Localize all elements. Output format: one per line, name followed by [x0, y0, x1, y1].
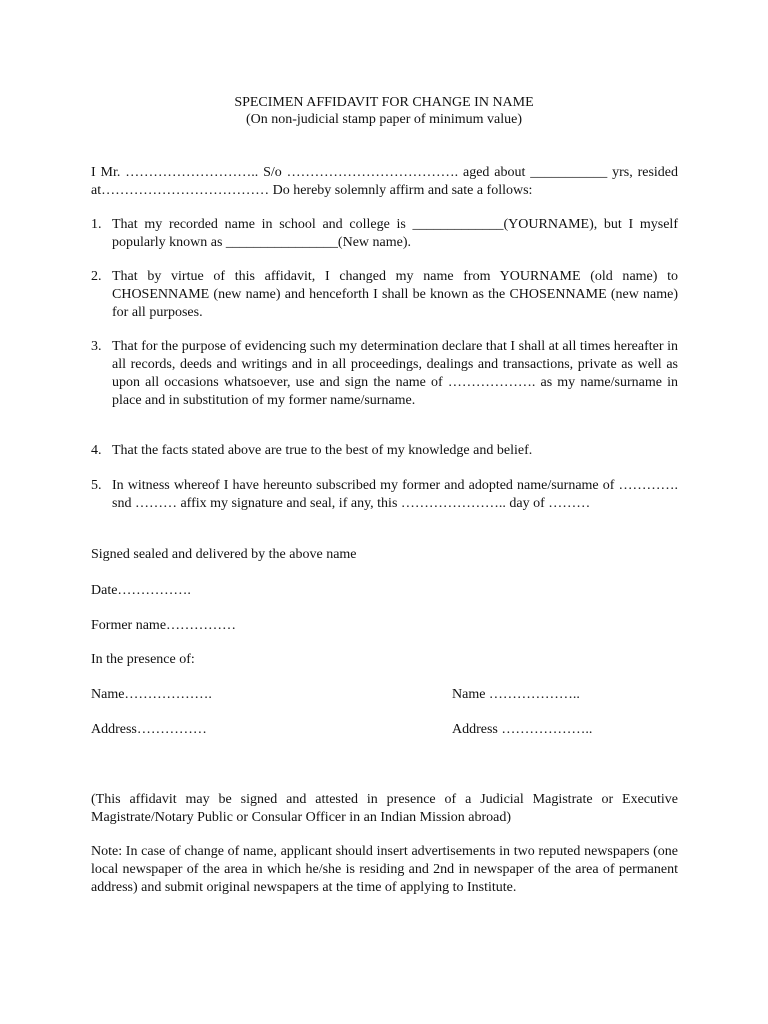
clause-number: 5. — [91, 478, 102, 493]
presence-line: In the presence of: — [91, 652, 195, 667]
clause-text: That the facts stated above are true to the best of my knowledge and belief. — [112, 443, 533, 458]
witness-1-name: Name………………. — [91, 687, 212, 702]
witness-2-name: Name ……………….. — [452, 687, 580, 702]
clause-text: That by virtue of this affidavit, I changed my name from YOURNAME (old name) to CHOSENNAME (new name) and henceforth I shall be known as the CHOSENNAME (new name) for all purposes. — [112, 269, 678, 320]
clause-text: That for the purpose of evidencing such my determination declare that I shall at all times hereafter in all records, deeds and writings and in all proceedings, dealings and transactions, private as well as upon all occasions whatsoever, use and sign the name of ………………. as my name/surname in place and in substitution of my former name/surname. — [112, 339, 678, 408]
clause-2 — [91, 268, 678, 322]
clause-3 — [91, 338, 678, 410]
clause-number: 4. — [91, 443, 102, 458]
newspaper-note: Note: In case of change of name, applicant should insert advertisements in two reputed newspapers (one local newspaper of the area in which he/she is residing and 2nd in newspaper of the area of permanent address) and submit original newspapers at the time of applying to Institute. — [91, 844, 678, 895]
signed-statement: Signed sealed and delivered by the above name — [91, 547, 357, 562]
date-line: Date……………. — [91, 583, 191, 598]
witness-2-address: Address ……………….. — [452, 722, 593, 737]
clause-1 — [91, 216, 678, 252]
clause-5 — [91, 477, 678, 513]
clause-number: 3. — [91, 339, 102, 354]
clause-number: 2. — [91, 269, 102, 284]
attestation-note: (This affidavit may be signed and attested in presence of a Judicial Magistrate or Executive Magistrate/Notary Public or Consular Officer in an Indian Mission abroad) — [91, 792, 678, 825]
clause-number: 1. — [91, 217, 102, 232]
former-name-line: Former name…………… — [91, 618, 237, 633]
clause-4 — [91, 442, 678, 460]
document-subtitle: (On non-judicial stamp paper of minimum value) — [245, 112, 523, 127]
clause-text: That my recorded name in school and college is _____________(YOURNAME), but I myself popularly known as ________________(New name). — [112, 217, 678, 250]
clause-text: In witness whereof I have hereunto subscribed my former and adopted name/surname of …………. snd ……… affix my signature and seal, if any, this ………………….. day of ……… — [112, 478, 678, 511]
document-title: SPECIMEN AFFIDAVIT FOR CHANGE IN NAME — [234, 95, 534, 110]
intro-paragraph: I Mr. ……………………….. S/o ………………………………. aged about ___________ yrs, resided at……………………………… Do hereby solemnly affirm and sate a follows: — [91, 165, 678, 198]
witness-1-address: Address…………… — [91, 722, 207, 737]
